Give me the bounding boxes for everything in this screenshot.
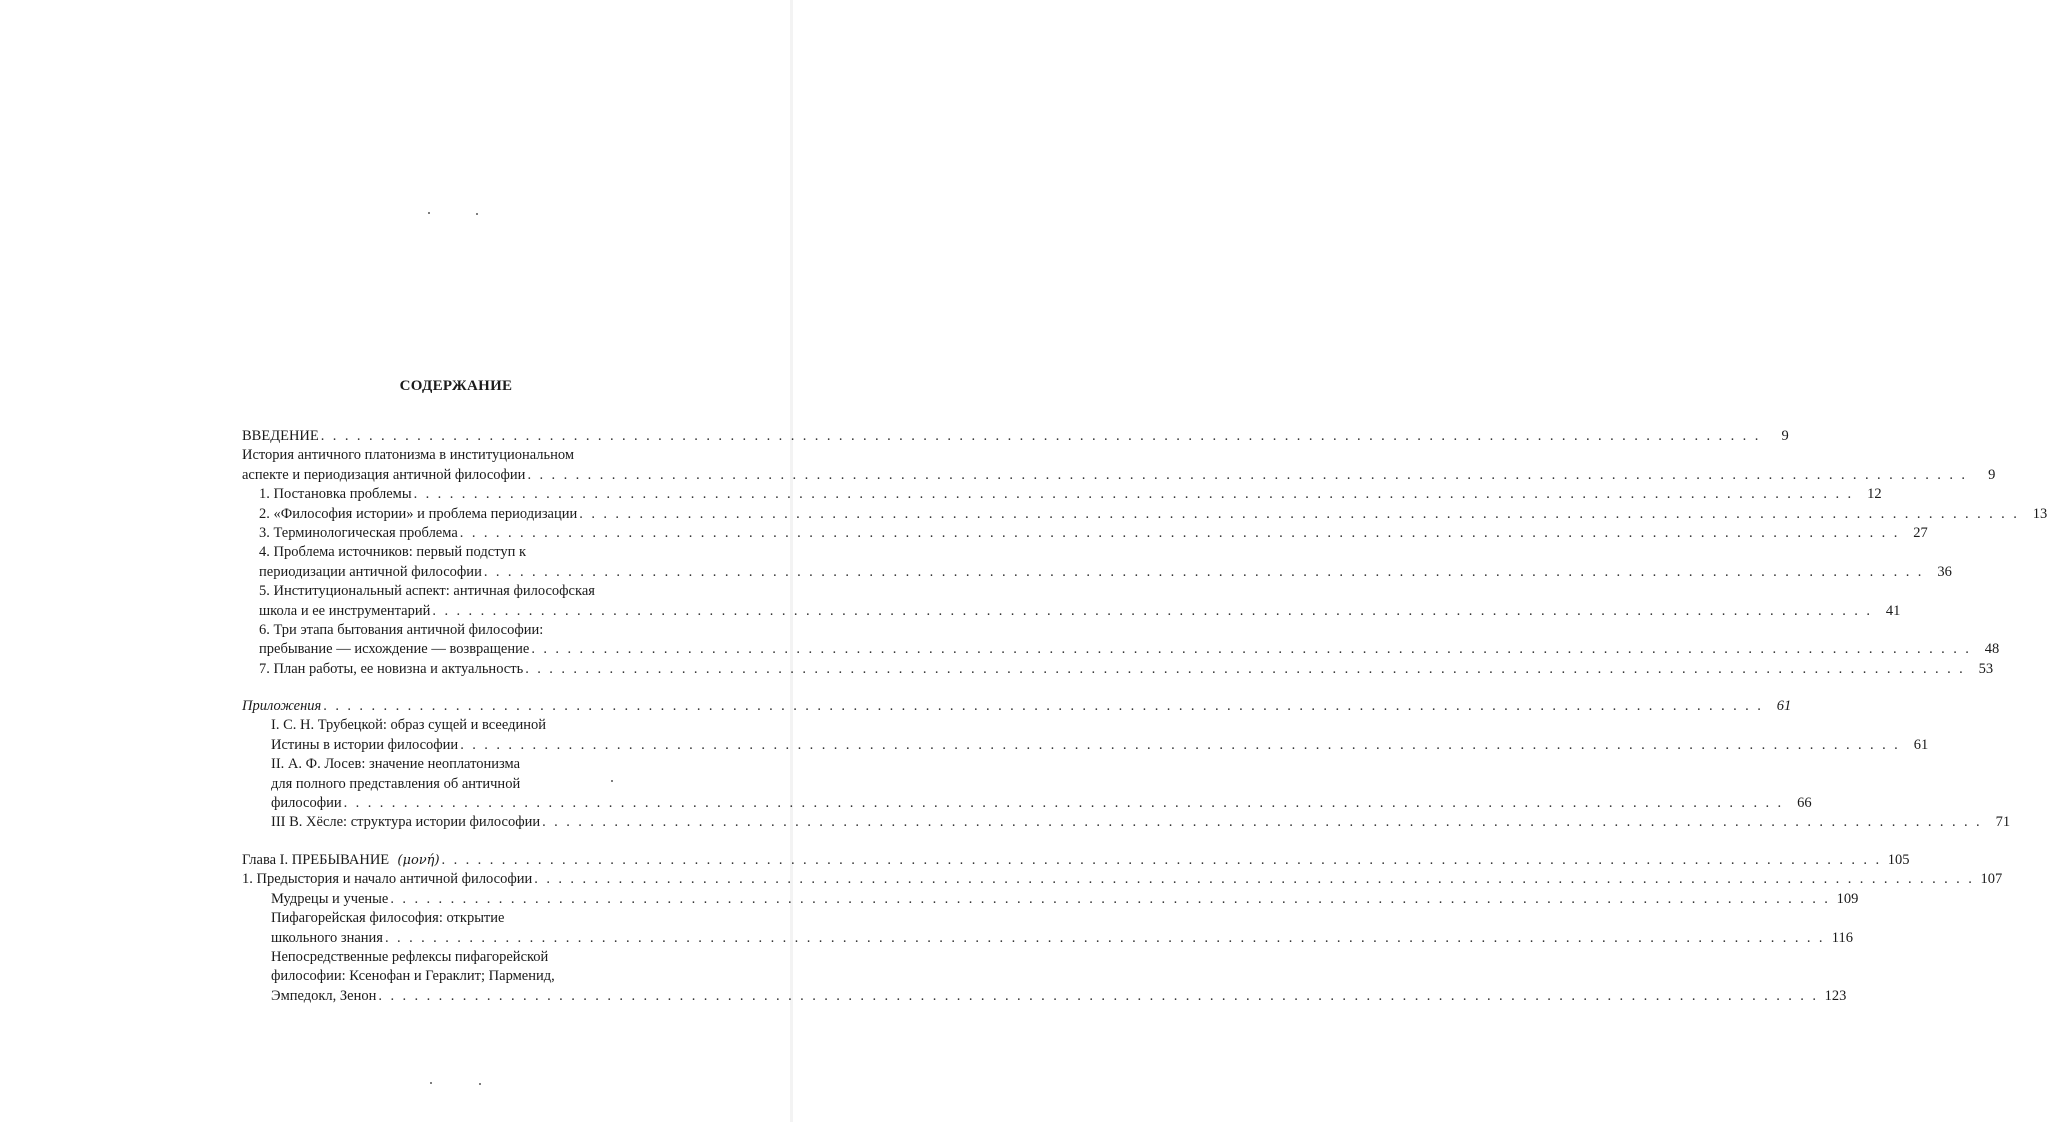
toc-entry: [242, 794, 1812, 813]
toc-dot-leader: . . . . . . . . . . . . . . . . . . . . . . . . . . . . . . . . . . . . . . . . . . . . . . . . . . . . . . . . . . . . . . . . . . . . . . . . . . . . . . . . . . . . . . . . . . . . . . . . . . . . . . . . . . . . . . . . . . . . . . . .: [441, 852, 1882, 868]
toc-entry-continuation: [242, 582, 642, 601]
toc-entry-continuation: [242, 948, 642, 967]
toc-entry-title: История античного платонизма в институциональном: [242, 447, 575, 464]
toc-page-number: 123: [1824, 987, 1847, 1004]
toc-entry-title: Пифагорейская философия: открытие: [271, 910, 505, 927]
toc-dot-leader: . . . . . . . . . . . . . . . . . . . . . . . . . . . . . . . . . . . . . . . . . . . . . . . . . . . . . . . . . . . . . . . . . . . . . . . . . . . . . . . . . . . . . . . . . . . . . . . . . . . . . . . . . . . . . . . . . . . . . . . .: [378, 987, 1819, 1004]
toc-dot-leader: . . . . . . . . . . . . . . . . . . . . . . . . . . . . . . . . . . . . . . . . . . . . . . . . . . . . . . . . . . . . . . . . . . . . . . . . . . . . . . . . . . . . . . . . . . . . . . . . . . . . . . . . . . . . . . . . . . . . . . . .: [460, 736, 1901, 753]
toc-dot-leader: . . . . . . . . . . . . . . . . . . . . . . . . . . . . . . . . . . . . . . . . . . . . . . . . . . . . . . . . . . . . . . . . . . . . . . . . . . . . . . . . . . . . . . . . . . . . . . . . . . . . . . . . . . . . . . . . . . . . . . . .: [320, 428, 1761, 444]
toc-entry-title: 4. Проблема источников: первый подступ к: [259, 544, 527, 561]
toc-entry-continuation: [242, 909, 642, 928]
toc-entry-title: Глава I. ПРЕБЫВАНИЕ: [242, 851, 389, 870]
toc-entry-title: Эмпедокл, Зенон: [271, 987, 376, 1006]
toc-section-introduction: [242, 427, 2047, 679]
toc-entry: [242, 813, 2011, 832]
toc-dot-leader: . . . . . . . . . . . . . . . . . . . . . . . . . . . . . . . . . . . . . . . . . . . . . . . . . . . . . . . . . . . . . . . . . . . . . . . . . . . . . . . . . . . . . . . . . . . . . . . . . . . . . . . . . . . . . . . . . . . . . . . .: [459, 524, 1900, 541]
toc-entry-continuation: [242, 716, 642, 735]
toc-entry-title: философии: [271, 794, 342, 813]
toc-entry-title: Непосредственные рефлексы пифагорейской: [271, 948, 549, 965]
toc-entry-title: 1. Постановка проблемы: [259, 485, 412, 504]
toc-entry: [242, 485, 1882, 504]
toc-section-appendices: [242, 697, 2011, 833]
toc-page-number: 53: [1978, 660, 1994, 677]
toc-page-number: 116: [1831, 929, 1853, 946]
toc-page-number: 61: [1913, 736, 1929, 753]
toc-page-number: 107: [1980, 871, 2003, 888]
toc-entry-title: 2. «Философия истории» и проблема периодизации: [259, 505, 577, 524]
toc-page-number: 9: [1781, 428, 1789, 444]
toc-entry-continuation: [242, 775, 642, 794]
toc-page-number: 109: [1836, 890, 1859, 907]
toc-dot-leader: . . . . . . . . . . . . . . . . . . . . . . . . . . . . . . . . . . . . . . . . . . . . . . . . . . . . . . . . . . . . . . . . . . . . . . . . . . . . . . . . . . . . . . . . . . . . . . . . . . . . . . . . . . . . . . . . . . . . . . . .: [413, 486, 1854, 503]
toc-entry: [242, 851, 1910, 870]
toc-entry-title: I. С. Н. Трубецкой: образ сущей и всеединой: [271, 717, 546, 734]
toc-entry-title: 3. Терминологическая проблема: [259, 524, 458, 543]
toc-page-number: 13: [2032, 505, 2047, 522]
toc-entry-continuation: [242, 755, 642, 774]
toc-dot-leader: . . . . . . . . . . . . . . . . . . . . . . . . . . . . . . . . . . . . . . . . . . . . . . . . . . . . . . . . . . . . . . . . . . . . . . . . . . . . . . . . . . . . . . . . . . . . . . . . . . . . . . . . . . . . . . . . . . . . . . . .: [323, 698, 1764, 714]
toc-entry: [242, 524, 1928, 543]
toc-entry: [242, 660, 1994, 679]
toc-dot-leader: . . . . . . . . . . . . . . . . . . . . . . . . . . . . . . . . . . . . . . . . . . . . . . . . . . . . . . . . . . . . . . . . . . . . . . . . . . . . . . . . . . . . . . . . . . . . . . . . . . . . . . . . . . . . . . . . . . . . . . . .: [483, 563, 1924, 580]
toc-entry-title: аспекте и периодизация античной философии: [242, 466, 525, 485]
toc-entry: [242, 466, 1996, 485]
toc-entry-title: 5. Институциональный аспект: античная философская: [259, 583, 595, 600]
toc-entry: [242, 640, 2000, 659]
toc-dot-leader: . . . . . . . . . . . . . . . . . . . . . . . . . . . . . . . . . . . . . . . . . . . . . . . . . . . . . . . . . . . . . . . . . . . . . . . . . . . . . . . . . . . . . . . . . . . . . . . . . . . . . . . . . . . . . . . . . . . . . . . .: [432, 602, 1873, 619]
page-title: СОДЕРЖАНИЕ: [399, 378, 513, 394]
toc-entry: [242, 602, 1901, 621]
scan-speck: [476, 213, 478, 215]
toc-entry-continuation: [242, 543, 642, 562]
toc-entry: [242, 987, 1847, 1006]
toc-dot-leader: . . . . . . . . . . . . . . . . . . . . . . . . . . . . . . . . . . . . . . . . . . . . . . . . . . . . . . . . . . . . . . . . . . . . . . . . . . . . . . . . . . . . . . . . . . . . . . . . . . . . . . . . . . . . . . . . . . . . . . . .: [525, 660, 1966, 677]
toc-entry-title: школа и ее инструментарий: [259, 602, 430, 621]
toc-section-chapter-1: [242, 851, 2003, 1006]
toc-entry: [242, 427, 1789, 446]
toc-dot-leader: . . . . . . . . . . . . . . . . . . . . . . . . . . . . . . . . . . . . . . . . . . . . . . . . . . . . . . . . . . . . . . . . . . . . . . . . . . . . . . . . . . . . . . . . . . . . . . . . . . . . . . . . . . . . . . . . . . . . . . . .: [534, 871, 1975, 888]
toc-entry: [242, 505, 2047, 524]
toc-entry-title: II. А. Ф. Лосев: значение неоплатонизма: [271, 756, 521, 773]
toc-dot-leader: . . . . . . . . . . . . . . . . . . . . . . . . . . . . . . . . . . . . . . . . . . . . . . . . . . . . . . . . . . . . . . . . . . . . . . . . . . . . . . . . . . . . . . . . . . . . . . . . . . . . . . . . . . . . . . . . . . . . . . . .: [343, 794, 1784, 811]
toc-entry-title: периодизации античной философии: [259, 563, 482, 582]
toc-dot-leader: . . . . . . . . . . . . . . . . . . . . . . . . . . . . . . . . . . . . . . . . . . . . . . . . . . . . . . . . . . . . . . . . . . . . . . . . . . . . . . . . . . . . . . . . . . . . . . . . . . . . . . . . . . . . . . . . . . . . . . . .: [527, 466, 1968, 483]
toc-dot-leader: . . . . . . . . . . . . . . . . . . . . . . . . . . . . . . . . . . . . . . . . . . . . . . . . . . . . . . . . . . . . . . . . . . . . . . . . . . . . . . . . . . . . . . . . . . . . . . . . . . . . . . . . . . . . . . . . . . . . . . . .: [531, 641, 1972, 658]
toc-page-number: 66: [1797, 794, 1812, 811]
toc-entry-title: ВВЕДЕНИЕ: [242, 427, 319, 446]
scan-speck: [479, 1083, 481, 1085]
toc-entry-continuation: [242, 967, 642, 986]
toc-page-number: 105: [1887, 852, 1910, 868]
toc-entry: [242, 563, 1952, 582]
toc-entry: [242, 870, 2003, 889]
toc-entry: [242, 697, 1792, 716]
toc-page-number: 61: [1776, 698, 1792, 714]
toc-dot-leader: . . . . . . . . . . . . . . . . . . . . . . . . . . . . . . . . . . . . . . . . . . . . . . . . . . . . . . . . . . . . . . . . . . . . . . . . . . . . . . . . . . . . . . . . . . . . . . . . . . . . . . . . . . . . . . . . . . . . . . . .: [542, 814, 1983, 831]
scan-speck: [430, 1082, 432, 1084]
toc-page-number: 36: [1937, 563, 1952, 580]
toc-page-number: 12: [1867, 486, 1882, 503]
toc-entry-greek-term: (μονή): [389, 851, 439, 870]
toc-dot-leader: . . . . . . . . . . . . . . . . . . . . . . . . . . . . . . . . . . . . . . . . . . . . . . . . . . . . . . . . . . . . . . . . . . . . . . . . . . . . . . . . . . . . . . . . . . . . . . . . . . . . . . . . . . . . . . . . . . . . . . . .: [384, 929, 1825, 946]
toc-entry-continuation: [242, 446, 642, 465]
toc-entry-title: философии: Ксенофан и Гераклит; Парменид,: [271, 968, 555, 985]
toc-entry: [242, 890, 1859, 909]
toc-page-number: 27: [1913, 524, 1928, 541]
toc-entry-title: Истины в истории философии: [271, 736, 458, 755]
toc-entry-title: Приложения: [242, 697, 321, 716]
scan-speck: [428, 212, 430, 214]
toc-dot-leader: . . . . . . . . . . . . . . . . . . . . . . . . . . . . . . . . . . . . . . . . . . . . . . . . . . . . . . . . . . . . . . . . . . . . . . . . . . . . . . . . . . . . . . . . . . . . . . . . . . . . . . . . . . . . . . . . . . . . . . . .: [390, 890, 1831, 907]
toc-page-number: 48: [1984, 641, 2000, 658]
toc-entry-title: 6. Три этапа бытования античной философии:: [259, 621, 544, 638]
toc-entry-title: школьного знания: [271, 929, 383, 948]
toc-entry-title: 7. План работы, ее новизна и актуальность: [259, 660, 523, 679]
toc-page-number: 9: [1988, 466, 1996, 483]
toc-entry-title: Мудрецы и ученые: [271, 890, 388, 909]
toc-entry-title: пребывание — исхождение — возвращение: [259, 640, 529, 659]
toc-entry: [242, 736, 1929, 755]
toc-entry-title: для полного представления об античной: [271, 775, 521, 792]
toc-entry-title: 1. Предыстория и начало античной философии: [242, 870, 532, 889]
toc-entry: [242, 929, 1853, 948]
toc-entry-title: III В. Хёсле: структура истории философии: [271, 813, 540, 832]
toc-page-number: 71: [1995, 814, 2011, 831]
toc-entry-continuation: [242, 621, 642, 640]
scan-edge-shadow: [790, 0, 793, 1122]
toc-dot-leader: . . . . . . . . . . . . . . . . . . . . . . . . . . . . . . . . . . . . . . . . . . . . . . . . . . . . . . . . . . . . . . . . . . . . . . . . . . . . . . . . . . . . . . . . . . . . . . . . . . . . . . . . . . . . . . . . . . . . . . . .: [579, 505, 2020, 522]
toc-page-number: 41: [1885, 602, 1901, 619]
